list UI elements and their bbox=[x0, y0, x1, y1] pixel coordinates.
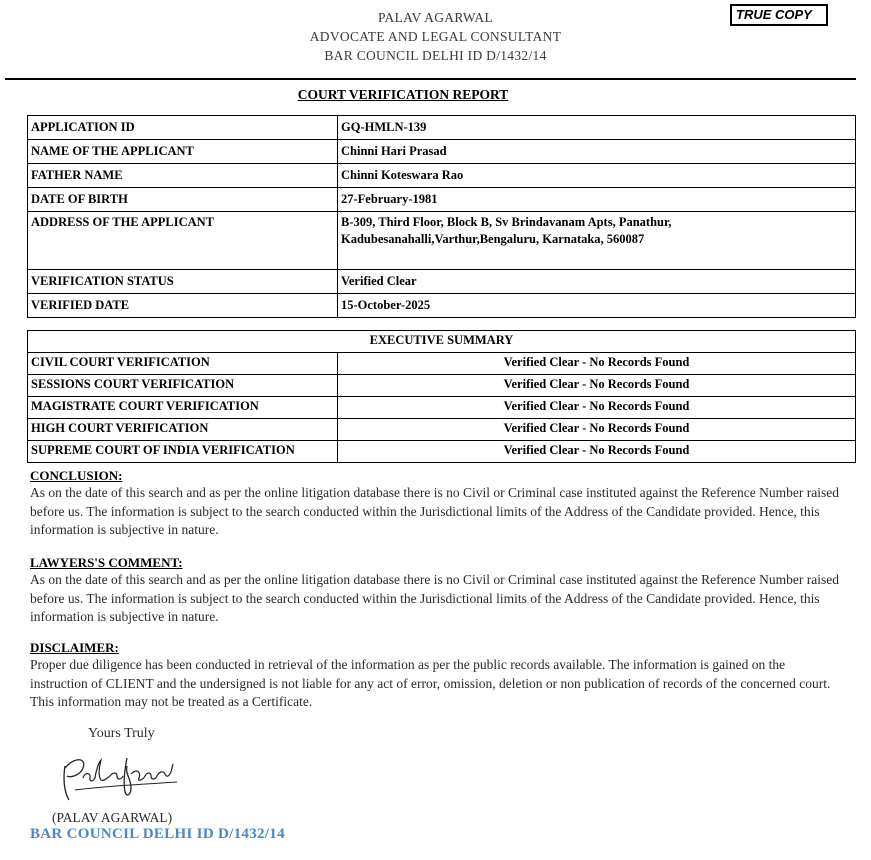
row-value: Verified Clear - No Records Found bbox=[338, 441, 856, 463]
salutation: Yours Truly bbox=[88, 726, 155, 741]
lawyers-comment-section bbox=[30, 555, 845, 627]
summary-header-row bbox=[28, 331, 856, 353]
table-row bbox=[28, 140, 856, 164]
lawyers-comment-body: As on the date of this search and as per the online litigation database there is no Civil or Criminal case instituted against the Reference Number raised before us. The information is subject to the search conducted within the Jurisdictional limits of the Address of the Candidate provided. Hence, this information is subjective in nature. bbox=[30, 572, 840, 624]
address-line-2: Kadubesanahalli,Varthur,Bengaluru, Karnataka, 560087 bbox=[341, 232, 645, 246]
row-label: APPLICATION ID bbox=[28, 116, 338, 140]
row-value: Verified Clear - No Records Found bbox=[338, 419, 856, 441]
signer-bar-id: BAR COUNCIL DELHI ID D/1432/14 bbox=[30, 826, 285, 842]
disclaimer-title: DISCLAIMER: bbox=[30, 640, 119, 655]
disclaimer-section bbox=[30, 640, 845, 712]
table-row bbox=[28, 188, 856, 212]
table-row bbox=[28, 353, 856, 375]
row-value: Verified Clear - No Records Found bbox=[338, 375, 856, 397]
row-value: GQ-HMLN-139 bbox=[338, 116, 856, 140]
row-value: Chinni Koteswara Rao bbox=[338, 164, 856, 188]
row-label: ADDRESS OF THE APPLICANT bbox=[28, 212, 338, 270]
table-row bbox=[28, 419, 856, 441]
table-row bbox=[28, 397, 856, 419]
row-label: DATE OF BIRTH bbox=[28, 188, 338, 212]
table-row bbox=[28, 212, 856, 270]
executive-summary-table bbox=[27, 330, 856, 463]
row-value: Verified Clear bbox=[338, 270, 856, 294]
row-label: VERIFIED DATE bbox=[28, 294, 338, 318]
signer-name: (PALAV AGARWAL) bbox=[52, 810, 173, 825]
conclusion-section bbox=[30, 468, 845, 540]
true-copy-stamp: TRUE COPY bbox=[730, 4, 828, 26]
report-title: COURT VERIFICATION REPORT bbox=[297, 87, 509, 102]
row-value: Verified Clear - No Records Found bbox=[338, 397, 856, 419]
header-divider bbox=[5, 78, 856, 80]
table-row bbox=[28, 164, 856, 188]
conclusion-title: CONCLUSION: bbox=[30, 468, 123, 483]
row-label: CIVIL COURT VERIFICATION bbox=[28, 353, 338, 375]
table-row bbox=[28, 116, 856, 140]
address-line-1: B-309, Third Floor, Block B, Sv Brindavanam Apts, Panathur, bbox=[341, 215, 672, 229]
applicant-details-table bbox=[27, 115, 856, 318]
row-label: SESSIONS COURT VERIFICATION bbox=[28, 375, 338, 397]
row-value: Chinni Hari Prasad bbox=[338, 140, 856, 164]
table-row bbox=[28, 270, 856, 294]
lawyers-comment-title: LAWYERS'S COMMENT: bbox=[30, 555, 183, 570]
row-label: MAGISTRATE COURT VERIFICATION bbox=[28, 397, 338, 419]
table-row bbox=[28, 441, 856, 463]
row-label: VERIFICATION STATUS bbox=[28, 270, 338, 294]
row-label: NAME OF THE APPLICANT bbox=[28, 140, 338, 164]
row-value: Verified Clear - No Records Found bbox=[338, 353, 856, 375]
table-row bbox=[28, 294, 856, 318]
advocate-designation: ADVOCATE AND LEGAL CONSULTANT bbox=[309, 29, 562, 44]
signature-image bbox=[55, 748, 185, 808]
row-label: FATHER NAME bbox=[28, 164, 338, 188]
conclusion-body: As on the date of this search and as per the online litigation database there is no Civil or Criminal case instituted against the Reference Number raised before us. The information is subject to the search conducted within the Jurisdictional limits of the Address of the Candidate provided. Hence, this information is subjective in nature. bbox=[30, 485, 840, 537]
row-label: SUPREME COURT OF INDIA VERIFICATION bbox=[28, 441, 338, 463]
disclaimer-body: Proper due diligence has been conducted in retrieval of the information as per the public records available. The information is gained on the instruction of CLIENT and the undersigned is not liable for any act of error, omission, deletion or non publication of records of the concerned court. This information may not be treated as a Certificate. bbox=[30, 657, 831, 709]
address-value bbox=[338, 212, 856, 270]
advocate-name: PALAV AGARWAL bbox=[377, 10, 494, 25]
table-row bbox=[28, 375, 856, 397]
summary-title: EXECUTIVE SUMMARY bbox=[28, 331, 856, 353]
row-label: HIGH COURT VERIFICATION bbox=[28, 419, 338, 441]
row-value: 15-October-2025 bbox=[338, 294, 856, 318]
advocate-bar-id: BAR COUNCIL DELHI ID D/1432/14 bbox=[324, 48, 547, 63]
row-value: 27-February-1981 bbox=[338, 188, 856, 212]
